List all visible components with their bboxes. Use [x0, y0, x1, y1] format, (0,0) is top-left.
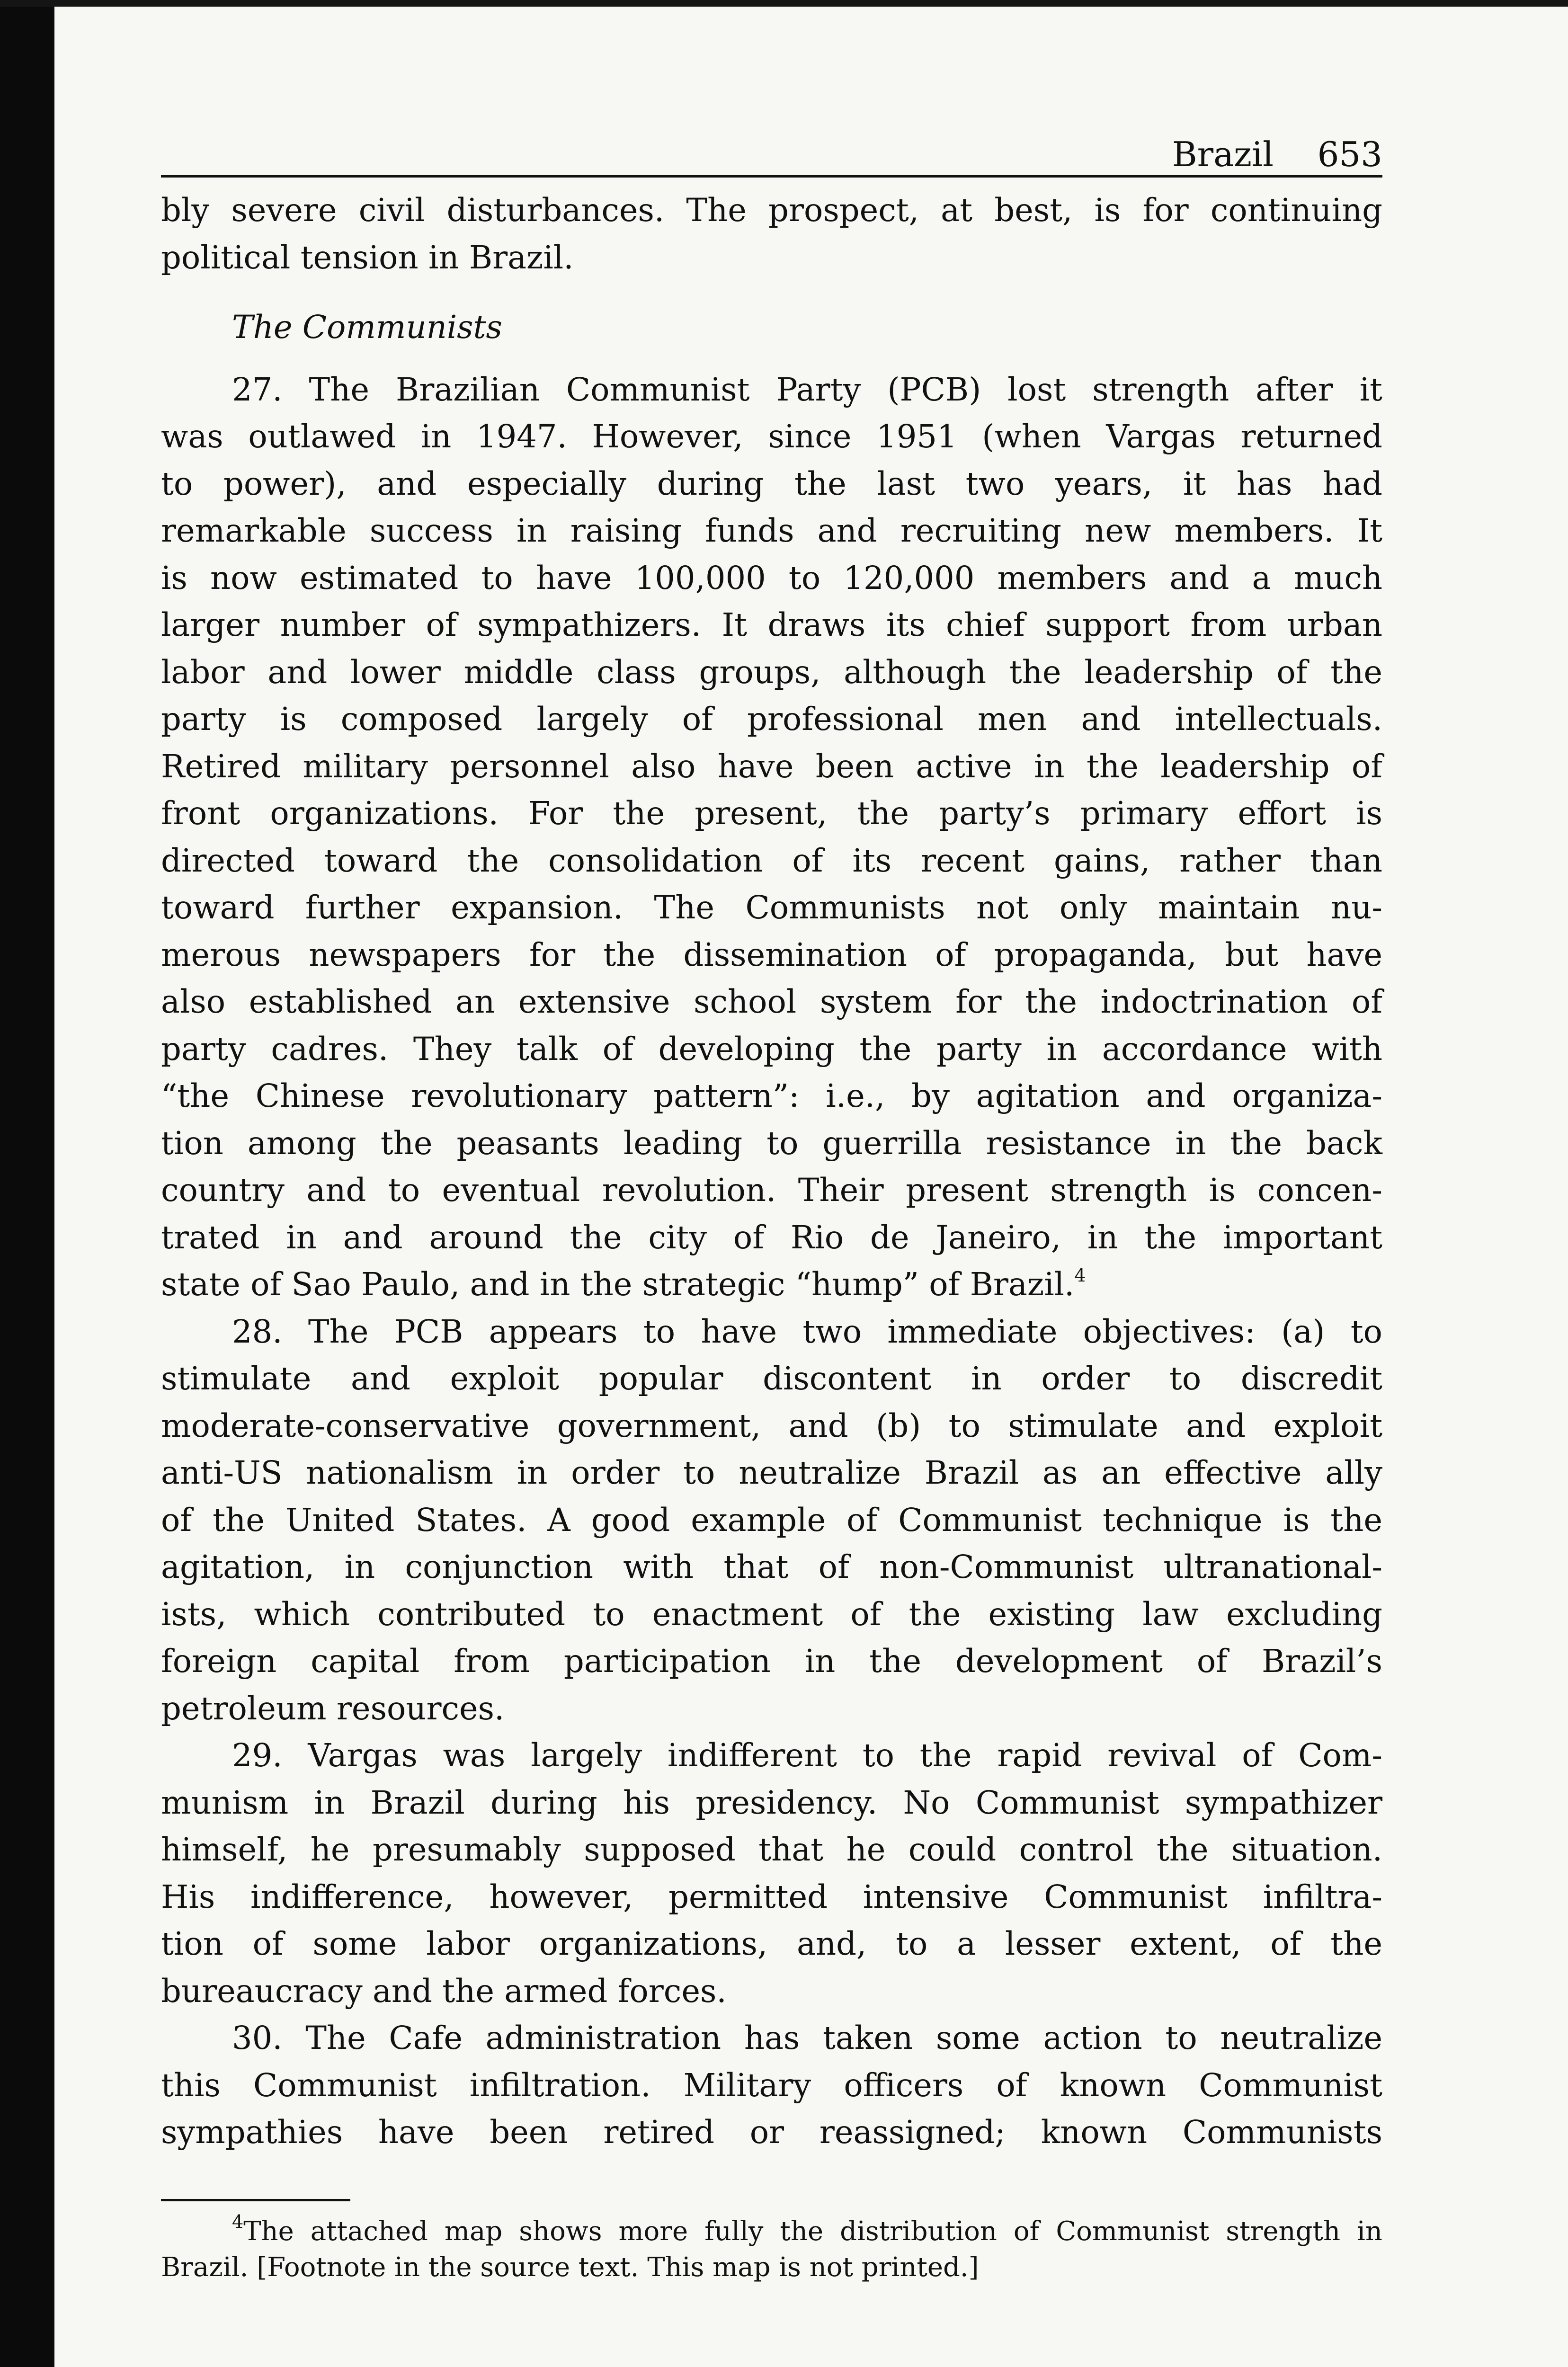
text-line: party is composed largely of professional men and intellectuals.	[161, 701, 1382, 738]
page-number: 653	[1317, 134, 1382, 174]
text-line: is now estimated to have 100,000 to 120,000 members and a much	[161, 559, 1382, 596]
text-line: front organizations. For the present, the party’s primary effort is	[161, 795, 1382, 832]
text-line: tion among the peasants leading to guerrilla resistance in the back	[161, 1124, 1382, 1162]
text-line: moderate-conservative government, and (b) to stimulate and exploit	[161, 1407, 1382, 1444]
text-line: tion of some labor organizations, and, to a lesser extent, of the	[161, 1925, 1382, 1962]
text-line: political tension in Brazil.	[161, 239, 574, 276]
text-line: country and to eventual revolution. Their present strength is concen-	[161, 1172, 1382, 1209]
text-line: “the Chinese revolutionary pattern”: i.e., by agitation and organiza-	[161, 1077, 1382, 1114]
text-line: merous newspapers for the dissemination of propaganda, but have	[161, 936, 1382, 973]
paragraph-30	[161, 2015, 1382, 2156]
paragraph-29	[161, 1732, 1382, 2015]
text-line: stimulate and exploit popular discontent in order to discredit	[161, 1360, 1382, 1397]
text-line: state of Sao Paulo, and in the strategic “hump” of Brazil.	[161, 1266, 1075, 1303]
text-line: to power), and especially during the last two years, it has had	[161, 465, 1382, 502]
text-line: bureaucracy and the armed forces.	[161, 1972, 727, 2010]
section-heading: The Communists	[232, 309, 502, 346]
text-line: munism in Brazil during his presidency. No Communist sympathizer	[161, 1784, 1382, 1821]
text-line: bly severe civil disturbances. The prospect, at best, is for continuing	[161, 192, 1382, 229]
text-line: toward further expansion. The Communists not only maintain nu-	[161, 889, 1382, 926]
running-header	[161, 123, 1382, 178]
text-line: 29. Vargas was largely indifferent to the rapid revival of Com-	[232, 1737, 1382, 1774]
header-title: Brazil	[1172, 134, 1274, 174]
text-line: 28. The PCB appears to have two immediate objectives: (a) to	[232, 1313, 1382, 1350]
text-line: foreign capital from participation in the development of Brazil’s	[161, 1643, 1382, 1680]
text-line: of the United States. A good example of Communist technique is the	[161, 1501, 1382, 1539]
text-line: remarkable success in raising funds and recruiting new members. It	[161, 512, 1382, 549]
paragraph-28	[161, 1308, 1382, 1733]
footnote-divider	[161, 2199, 350, 2201]
text-line: sympathies have been retired or reassigned; known Communists	[161, 2114, 1382, 2151]
text-line: 27. The Brazilian Communist Party (PCB) lost strength after it	[232, 371, 1382, 408]
text-line: party cadres. They talk of developing the party in accordance with	[161, 1030, 1382, 1068]
text-line: agitation, in conjunction with that of non-Communist ultranational-	[161, 1548, 1382, 1585]
footnote-text: The attached map shows more fully the distribution of Communist strength in	[243, 2216, 1382, 2247]
text-line: larger number of sympathizers. It draws its chief support from urban	[161, 606, 1382, 643]
scan-top-edge	[0, 0, 1568, 7]
text-line: Retired military personnel also have been active in the leadership of	[161, 747, 1382, 785]
text-line: petroleum resources.	[161, 1690, 505, 1727]
text-line: this Communist infiltration. Military officers of known Communist	[161, 2066, 1382, 2104]
text-line: anti-US nationalism in order to neutralize Brazil as an effective ally	[161, 1454, 1382, 1491]
footnote	[161, 2211, 1382, 2286]
text-line: also established an extensive school system for the indoctrination of	[161, 983, 1382, 1020]
text-line: himself, he presumably supposed that he could control the situation.	[161, 1831, 1382, 1868]
footnote-line: Brazil. [Footnote in the source text. This map is not printed.]	[161, 2251, 979, 2283]
footnote-line	[161, 2211, 1382, 2250]
footnote-marker: 4	[232, 2211, 244, 2232]
footnote-reference: 4	[1074, 1264, 1086, 1286]
paragraph-27	[161, 366, 1382, 1308]
text-line: labor and lower middle class groups, although the leadership of the	[161, 653, 1382, 691]
paragraph-continued	[161, 187, 1382, 281]
text-line: ists, which contributed to enactment of the existing law excluding	[161, 1595, 1382, 1633]
text-line: His indifference, however, permitted intensive Communist infiltra-	[161, 1878, 1382, 1915]
text-line-with-footnote-ref	[161, 1261, 1382, 1308]
text-line: was outlawed in 1947. However, since 1951 (when Vargas returned	[161, 418, 1382, 455]
text-line: 30. The Cafe administration has taken some action to neutralize	[232, 2020, 1382, 2056]
scan-left-edge	[0, 0, 54, 2367]
document-page	[161, 123, 1382, 2286]
body-text	[161, 187, 1382, 2156]
text-line: directed toward the consolidation of its recent gains, rather than	[161, 842, 1382, 879]
text-line: trated in and around the city of Rio de Janeiro, in the important	[161, 1219, 1382, 1256]
